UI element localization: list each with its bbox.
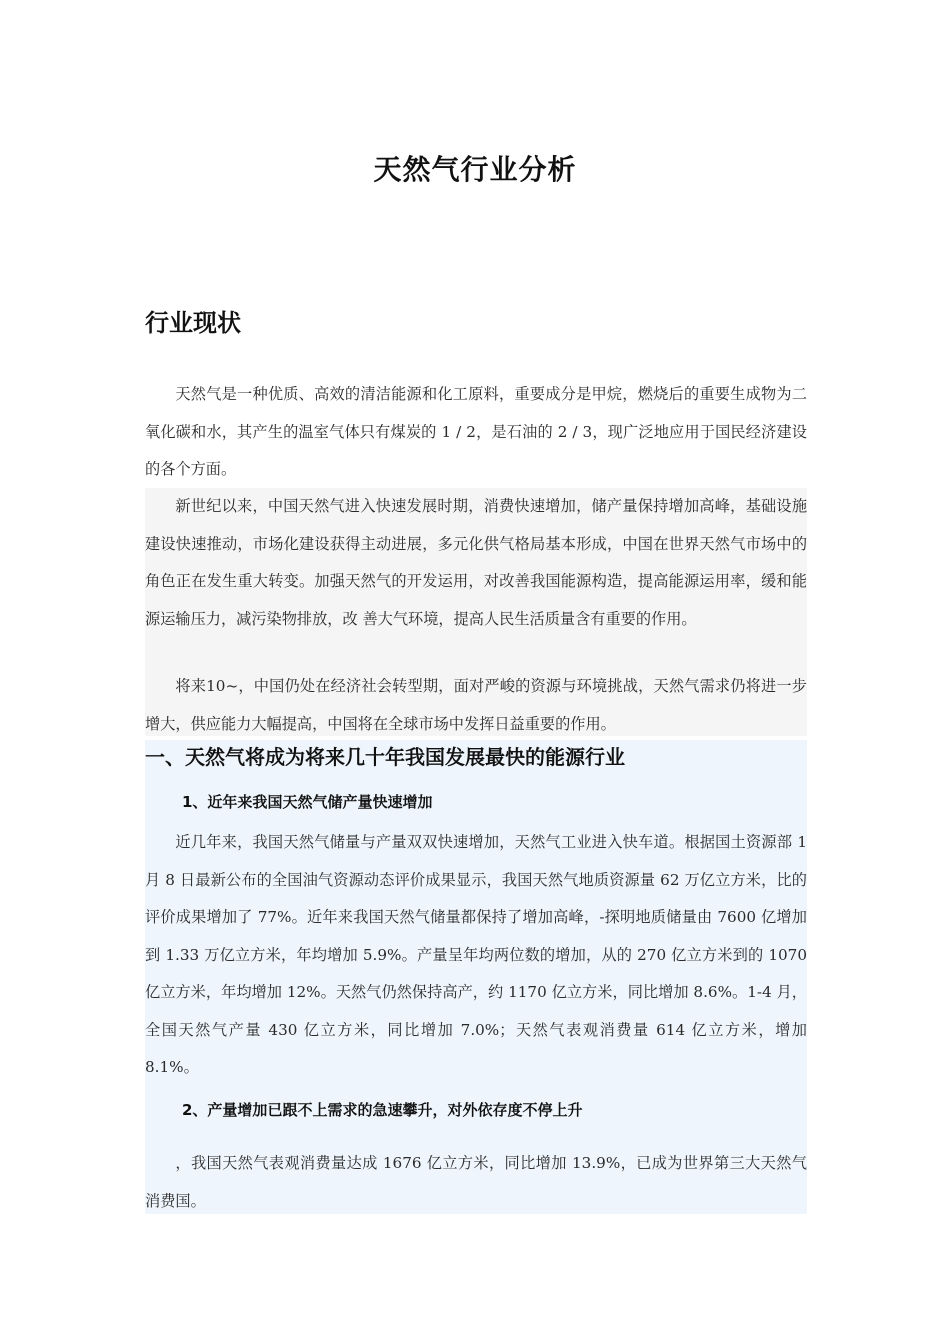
- paragraph-reserves: 近几年来，我国天然气储量与产量双双快速增加，天然气工业进入快车道。根据国土资源部 1 月 8 日最新公布的全国油气资源动态评价成果显示，我国天然气地质资源量 62 万亿立方米，比的评价成果增加了 77%。近年来我国天然气储量都保持了增加高峰，-探明地质储量由 7600 亿增加到 1.33 万亿立方米，年均增加 5.9%。产量呈年均两位数的增加，从的 270 亿立方米到的 1070 亿立方米，年均增加 12%。天然气仍然保持高产，约 1170 亿立方米，同比增加 8.6%。1-4 月，全国天然气产量 430 亿立方米，同比增加 7.0%；天然气表观消费量 614 亿立方米，增加 8.1%。: [145, 833, 807, 1076]
- paragraph-future: 将来10~，中国仍处在经济社会转型期，面对严峻的资源与环境挑战，天然气需求仍将进一步增大，供应能力大幅提高，中国将在全球市场中发挥日益重要的作用。: [145, 677, 807, 733]
- section-heading: 行业现状: [145, 309, 241, 337]
- sub-heading-reserves: 1、近年来我国天然气储产量快速增加: [182, 793, 433, 811]
- major-heading: 一、天然气将成为将来几十年我国发展最快的能源行业: [145, 745, 625, 769]
- document-title: 天然气行业分析: [373, 153, 577, 186]
- paragraph-new-century: 新世纪以来，中国天然气进入快速发展时期，消费快速增加，储产量保持增加高峰，基础设施建设快速推动，市场化建设获得主动进展，多元化供气格局基本形成，中国在世界天然气市场中的角色正在发生重大转变。加强天然气的开发运用，对改善我国能源构造，提高能源运用率，缓和能源运输压力，减污染物排放，改 善大气环境，提高人民生活质量含有重要的作用。: [145, 497, 807, 628]
- paragraph-consumption: ，我国天然气表观消费量达成 1676 亿立方米，同比增加 13.9%，已成为世界第三大天然气消费国。: [145, 1154, 807, 1210]
- sub-heading-demand: 2、产量增加已跟不上需求的急速攀升，对外依存度不停上升: [182, 1101, 583, 1119]
- paragraph-intro: 天然气是一种优质、高效的清洁能源和化工原料，重要成分是甲烷，燃烧后的重要生成物为二氧化碳和水，其产生的温室气体只有煤炭的 1 / 2，是石油的 2 / 3，现广泛地应用于国民经济建设的各个方面。: [145, 385, 807, 478]
